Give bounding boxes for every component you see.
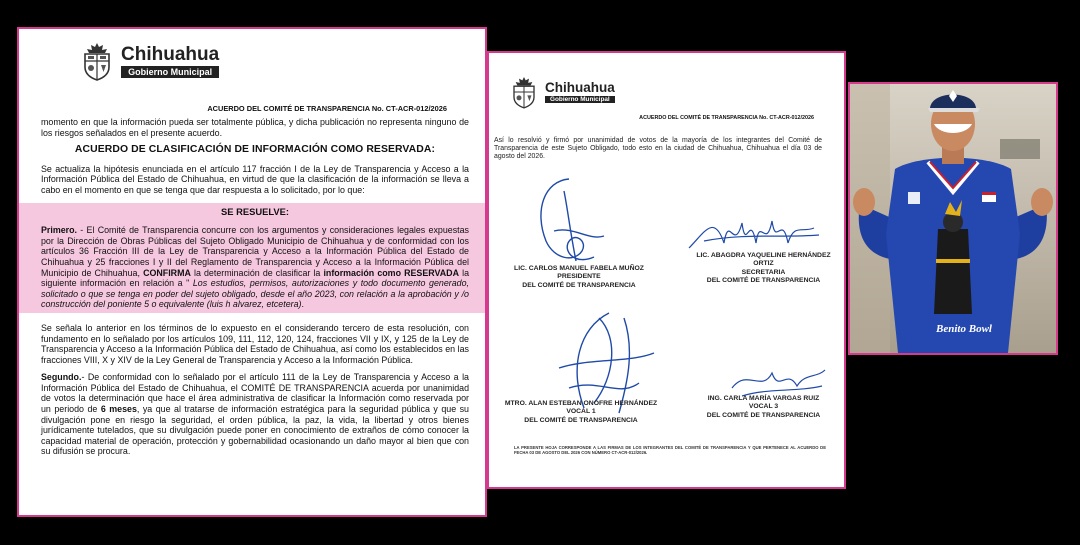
signer-org: DEL COMITÉ DE TRANSPARENCIA bbox=[706, 411, 821, 419]
signer-vocal-1 bbox=[491, 400, 671, 425]
signer-name: LIC. ABAGDRA YAQUELINE HERNÁNDEZ bbox=[696, 252, 831, 259]
second-resolution-paragraph bbox=[41, 372, 469, 457]
second-text-a: - De conformidad con lo señalado por el artículo 111 de la Ley de Transparencia y Acceso a la Información Pública del Estado de Chihuahua, el COMITÉ DE TRANSPARENCIA acuerda por unanimidad de votos la determinación que hace el área administrativa de clasificar la Información como reservada por un periodo de bbox=[41, 372, 469, 415]
municipal-logo-small bbox=[509, 75, 615, 109]
signer-name: ING. CARLA MARÍA VARGAS RUIZ bbox=[707, 395, 820, 402]
first-text-b: la determinación de clasificar la bbox=[190, 267, 324, 278]
signer-name-line2: ORTIZ bbox=[753, 260, 774, 268]
reserved-phrase: información como RESERVADA bbox=[323, 267, 459, 278]
signer-vocal-3 bbox=[681, 395, 846, 420]
brand-subtitle: Gobierno Municipal bbox=[545, 96, 615, 103]
signer-role: VOCAL 1 bbox=[566, 408, 596, 416]
agreement-reference: ACUERDO DEL COMITÉ DE TRANSPARENCIA No. CT-ACR-012/2026 bbox=[639, 115, 814, 121]
first-text-c: la siguiente información en relación a " bbox=[41, 267, 470, 289]
signer-org: DEL COMITÉ DE TRANSPARENCIA bbox=[524, 416, 638, 424]
hypothesis-paragraph: Se actualiza la hipótesis enunciada en el artículo 117 fracción I de la Ley de Transparencia y Acceso a la Información Pública del Estado de Chihuahua, en virtud de que la clasificación de la información se lleva a cabo en el momento en que se tenga que dar respuesta a lo solicitado, por lo que: bbox=[41, 163, 469, 195]
request-quote: Los estudios, permisos, autorizaciones y todo documento generado, solicitado o que se tenga en poder del sujeto obligado, desde el año 2023, con relación a la aprobación y /o construcción del poniente 5 o equivalente (luis h alvarez, etcetera) bbox=[41, 278, 469, 310]
first-text-end: . bbox=[301, 299, 304, 310]
resolves-heading: SE RESUELVE: bbox=[220, 205, 290, 217]
second-text-b: , ya que al tratarse de información estratégica para la seguridad pública y que su divulgación pone en riesgo la seguridad, el orden pública, la paz, la vida, la libertad y otros bienes jurídicamente tutelados, que su divulgación puede poner en conocimiento de extraños de cómo conocer la capacidad material de operación, protección y gobernabilidad ocasionando un daño mayor al bien que con su difusión se procura. bbox=[41, 404, 469, 457]
intro-paragraph: momento en que la información pueda ser totalmente pública, y dicha publicación no representa ninguno de los riesgos señalados en el presente acuerdo. bbox=[41, 117, 469, 138]
signature-president bbox=[524, 171, 614, 271]
confirm-word: CONFIRMA bbox=[143, 267, 191, 278]
signer-role: VOCAL 3 bbox=[748, 403, 779, 411]
document-page-resolution bbox=[17, 27, 487, 517]
highlighted-resolution bbox=[19, 203, 485, 313]
signer-name: MTRO. ALAN ESTEBAN ONOFRE HERNÁNDEZ bbox=[504, 400, 658, 407]
shirt-text: Benito Bowl bbox=[936, 323, 992, 335]
first-text-a: - El Comité de Transparencia concurre con los argumentos y consideraciones legales expuestas por la Dirección de Obras Públicas del Sujeto Obligado Municipio de Chihuahua y de conformidad con los artículos 36 Fracción III de la Ley de Transparencia y Acceso a la Información Pública del Estado de Chihuahua y 25 fracciones I y II del Reglamento de Transparencia y Acceso a la Información Pública del Municipio de Chihuahua, bbox=[41, 225, 469, 278]
signing-statement: Así lo resolvió y firmó por unanimidad de votos de la mayoría de los integrantes del Comité de Transparencia de este Sujeto Obligado, todo esto en la ciudad de Chihuahua, Chihuahua el día 03 de agosto del 2026. bbox=[494, 137, 822, 161]
photo-illustration bbox=[850, 84, 1056, 353]
coat-of-arms-icon bbox=[79, 41, 115, 81]
signer-name: LIC. CARLOS MANUEL FABELA MUÑOZ bbox=[514, 265, 644, 272]
brand-name: Chihuahua bbox=[121, 43, 220, 65]
municipal-logo bbox=[79, 41, 219, 81]
page-footer-note: LA PRESENTE HOJA CORRESPONDE A LAS FIRMAS DE LOS INTEGRANTES DEL COMITÉ DE TRANSPARENCIA Y QUE PERTENECE AL ACUERDO DE FECHA 03 DE AGOSTO DEL 2026 CON NÚMERO CT-ACR-012/2026. bbox=[514, 445, 826, 456]
person-photo bbox=[848, 82, 1058, 355]
coat-of-arms-icon bbox=[509, 75, 539, 109]
first-label: Primero. bbox=[41, 225, 78, 236]
signer-role: PRESIDENTE bbox=[557, 273, 601, 281]
signer-org: DEL COMITÉ DE TRANSPARENCIA bbox=[706, 277, 821, 285]
signer-role: SECRETARIA bbox=[741, 268, 786, 276]
resolution-body bbox=[41, 117, 469, 464]
signer-president bbox=[499, 265, 659, 290]
first-resolution-paragraph bbox=[41, 225, 469, 310]
signer-secretary bbox=[681, 252, 846, 286]
legal-basis-paragraph: Se señala lo anterior en los términos de lo expuesto en el considerando tercero de esta resolución, con fundamento en lo señalado por los artículos 109, 111, 112, 120, 124, fracciones VII y IX, y 125 de la Ley de Transparencia y Acceso a la Información Pública del Estado de Chihuahua, así como los establecidos en las fracciones VIII, X y XIV de la Ley General de Transparencia y Acceso a la Información Pública. bbox=[41, 322, 469, 365]
signer-org: DEL COMITÉ DE TRANSPARENCIA bbox=[522, 281, 636, 289]
agreement-reference: ACUERDO DEL COMITÉ DE TRANSPARENCIA No. CT-ACR-012/2026 bbox=[207, 104, 447, 113]
brand-subtitle: Gobierno Municipal bbox=[121, 66, 219, 78]
document-page-signatures bbox=[487, 51, 846, 489]
section-heading: ACUERDO DE CLASIFICACIÓN DE INFORMACIÓN COMO RESERVADA: bbox=[74, 144, 436, 156]
second-label: Segundo. bbox=[41, 372, 82, 383]
period-months: 6 meses bbox=[100, 404, 137, 415]
brand-name: Chihuahua bbox=[545, 80, 615, 95]
